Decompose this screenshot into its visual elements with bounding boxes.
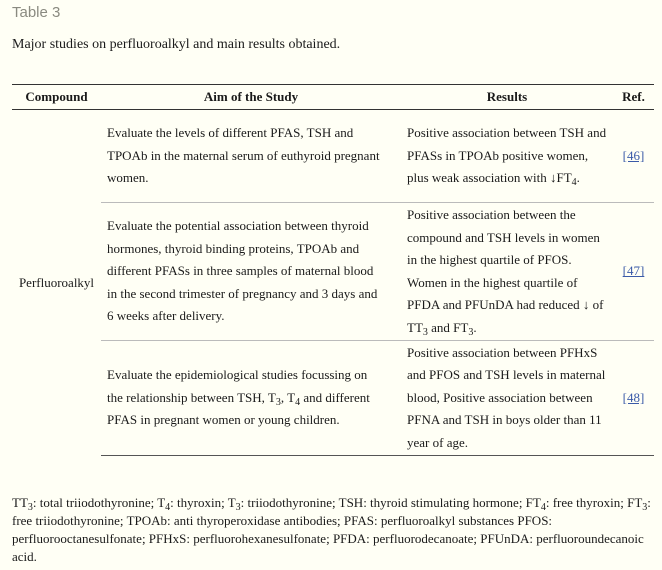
results-subscript: 3: [422, 326, 428, 338]
footnote-text: : triiodothyronine; TSH: thyroid stimulating hormone; FT: [240, 495, 541, 510]
footnote-subscript: 4: [165, 502, 171, 513]
table-footnote: [12, 494, 656, 566]
header-results: Results: [486, 88, 528, 104]
footnote-text: : thyroxin; T: [170, 495, 236, 510]
table-row: [12, 110, 654, 203]
header-aim: Aim of the Study: [203, 88, 299, 104]
aim-cell: Evaluate the potential association between thyroid hormones, thyroid binding proteins, TPOAb and different PFASs in three samples of maternal blood in the second trimester of pregnancy and 3 days and 6 weeks after delivery.: [101, 203, 401, 341]
footnote-subscript: 3: [642, 502, 648, 513]
results-text: Positive association between TSH and PFASs in TPOAb positive women, plus weak association with ↓FT: [407, 125, 607, 186]
results-text: Positive association between the compound and TSH levels in women in the highest quartile of PFOS. Women in the highest quartile of PFDA and PFUnDA had reduced ↓ of TT: [407, 207, 604, 335]
table-row: [12, 341, 654, 456]
aim-cell: [101, 341, 401, 456]
compound-cell: Perfluoroalkyl: [18, 274, 95, 290]
table-row: [12, 203, 654, 341]
results-subscript: 3: [468, 326, 474, 338]
results-text: and FT: [427, 319, 469, 335]
results-text: .: [473, 319, 477, 335]
results-subscript: 4: [571, 177, 577, 189]
reference-link[interactable]: [47]: [622, 263, 645, 279]
footnote-subscript: 4: [540, 502, 546, 513]
aim-text: Evaluate the epidemiological studies focussing on the relationship between TSH, T: [107, 367, 368, 405]
reference-link[interactable]: [46]: [622, 147, 645, 163]
footnote-text: : free triiodothyronine; TPOAb: anti thyroperoxidase antibodies; PFAS: perfluoroalkyl substances PFOS: perfluorooctanesulfonate; PFHxS: perfluorohexanesulfonate; PFDA: perfluorodecanoate; PFUnDA: perfluoroundecanoic acid.: [12, 495, 651, 564]
header-ref: Ref.: [622, 88, 645, 104]
results-cell: [401, 203, 613, 341]
aim-subscript: 4: [295, 396, 301, 408]
table-caption: Major studies on perfluoroalkyl and main results obtained.: [12, 37, 341, 52]
footnote-subscript: 3: [27, 502, 33, 513]
table-label: Table 3: [12, 4, 61, 21]
header-row: [12, 85, 654, 110]
ref-cell: [613, 203, 654, 341]
footnote-text: : total triiodothyronine; T: [32, 495, 166, 510]
results-text: .: [576, 170, 580, 186]
ref-cell: [613, 110, 654, 203]
aim-subscript: 3: [275, 396, 281, 408]
ref-cell: [613, 341, 654, 456]
aim-cell: Evaluate the levels of different PFAS, TSH and TPOAb in the maternal serum of euthyroid pregnant women.: [101, 110, 401, 203]
studies-table: [12, 84, 654, 456]
aim-text: and different PFAS in pregnant women or young children.: [107, 389, 370, 428]
footnote-text: : free thyroxin; FT: [545, 495, 643, 510]
results-cell: Positive association between PFHxS and PFOS and TSH levels in maternal blood, Positive association between PFNA and TSH in boys older than 11 year of age.: [401, 341, 613, 456]
footnote-text: TT: [12, 495, 28, 510]
header-compound: Compound: [25, 88, 88, 104]
reference-link[interactable]: [48]: [622, 389, 645, 405]
aim-text: , T: [280, 389, 296, 405]
results-cell: [401, 110, 613, 203]
footnote-subscript: 3: [235, 502, 241, 513]
